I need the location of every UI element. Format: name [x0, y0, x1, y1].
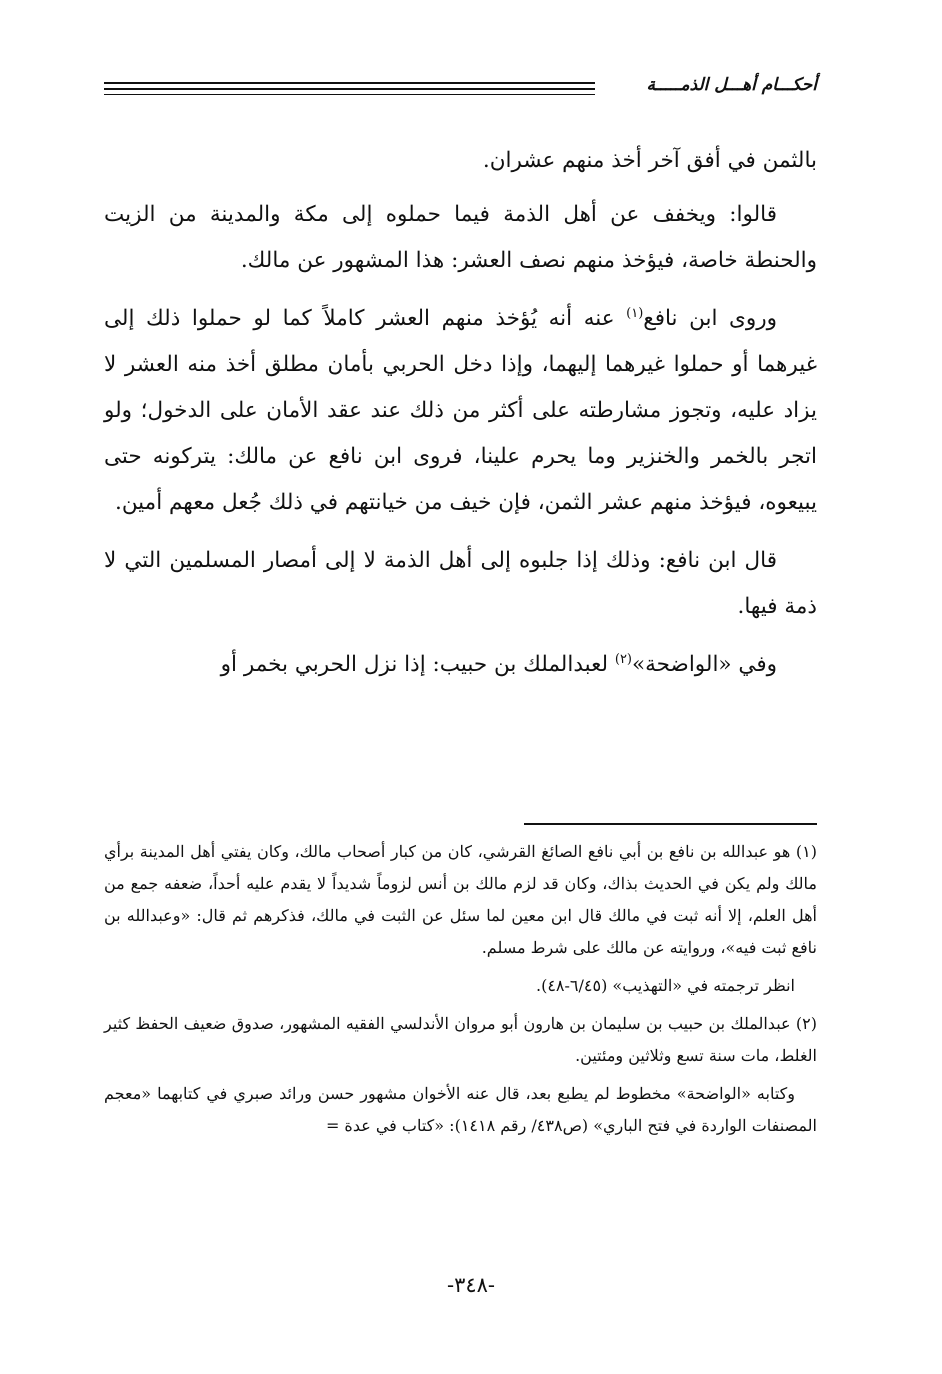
paragraph: [104, 642, 817, 688]
paragraph-text: وفي «الواضحة»: [632, 652, 777, 677]
paragraph-text: وروى ابن نافع: [643, 306, 777, 331]
footnote-reference[interactable]: (١): [626, 305, 644, 321]
footnotes: [104, 836, 817, 1148]
paragraph-text: لعبدالملك بن حبيب: إذا نزل الحربي بخمر أو: [220, 652, 615, 677]
footnote-separator: [524, 823, 817, 825]
paragraph-text: عنه أنه يُؤخذ منهم العشر كاملاً كما لو حملوا ذلك إلى غيرهما أو حملوا غيرهما إليهما، وإذا دخل الحربي بأمان مطلق أخذ منه العشر لا يزاد عليه، وتجوز مشارطته على أكثر من ذلك عند عقد الأمان على الدخول؛ ولو اتجر بالخمر والخنزير وما يحرم علينا، فروى ابن نافع عن مالك: يتركونه حتى يبيعوه، فيؤخذ منهم عشر الثمن، فإن خيف من خيانتهم في ذلك جُعل معهم أمين.: [104, 306, 817, 515]
footnote-reference[interactable]: (٢): [614, 651, 632, 667]
paragraph: قالوا: ويخفف عن أهل الذمة فيما حملوه إلى مكة والمدينة من الزيت والحنطة خاصة، فيؤخذ منهم نصف العشر: هذا المشهور عن مالك.: [104, 202, 817, 273]
footnote: (١) هو عبدالله بن نافع بن أبي نافع الصائغ القرشي، كان من كبار أصحاب مالك، وكان يفتي أهل المدينة برأي مالك ولم يكن في الحديث بذاك، وكان قد لزم مالك بن أنس لزوماً شديداً لا يقدم عليه أحداً، ضعفه جمع من أهل العلم، إلا أنه ثبت في مالك قال ابن معين لما سئل عن الثبت في مالك، فذكرهم ثم قال: «وعبدالله بن نافع ثبت فيه»، وروايته عن مالك على شرط مسلم.: [104, 842, 817, 957]
header-rule: [104, 94, 595, 95]
header-title: أحكـــام أهـــل الذمـــــة: [638, 72, 817, 98]
header-rule: [104, 88, 595, 90]
paragraph: بالثمن في أفق آخر أخذ منهم عشران.: [482, 148, 817, 173]
footnote: (٢) عبدالملك بن حبيب بن سليمان بن هارون أبو مروان الأندلسي الفقيه المشهور، صدوق ضعيف الحفظ كثير الغلط، مات سنة تسع وثلاثين ومئتين.: [104, 1014, 817, 1065]
paragraph: قال ابن نافع: وذلك إذا جلبوه إلى أهل الذمة لا إلى أمصار المسلمين التي لا ذمة فيها.: [104, 548, 817, 619]
footnote-reference-note: انظر ترجمته في «التهذيب» (٦/٤٥-٤٨).: [535, 976, 795, 995]
page-number: -٣٤٨-: [446, 1273, 496, 1297]
main-text: [104, 138, 817, 700]
paragraph: [104, 296, 817, 526]
header-rule: [104, 82, 595, 84]
footnote-continuation: وكتابه «الواضحة» مخطوط لم يطبع بعد، قال عنه الأخوان مشهور حسن ورائد صبري في كتابهما «معجم المصنفات الواردة في فتح الباري» (ص٤٣٨/ رقم ١٤١٨): «كتاب في عدة =: [104, 1084, 817, 1135]
running-header: [104, 72, 817, 102]
